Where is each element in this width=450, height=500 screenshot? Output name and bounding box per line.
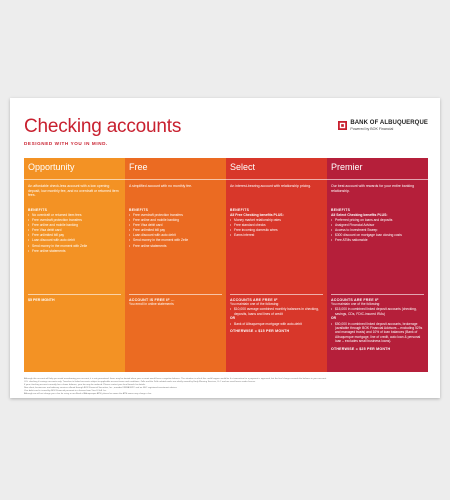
footnote: U.S. checking & savings accounts only. Transfers to linked accounts subject to applicable account terms and conditions. Zelle and the Zelle related marks are wholly owned by Early Warning Services, LLC and are used herein under license. <box>24 381 256 383</box>
price-label: $5 PER MONTH <box>28 294 121 302</box>
free-condition: • $50,000 in combined linked deposit accounts, brokerage (available through BOK Financial Advisors – excluding 529s and managed trusts) and 10% of loan balances (Bank of Albuquerque mortgage, line of credit, auto loan & personal loan – excludes small business loans). <box>331 322 424 344</box>
benefit-item: • Free Visa debit card <box>129 223 222 228</box>
column-title: Select <box>226 158 327 180</box>
footnote: Visa debit card is issued by BOK Financial pursuant to a license from Visa U.S.A. Inc. <box>24 390 107 392</box>
product-poster <box>10 98 440 398</box>
benefit-item: • No overdraft or returned item fees <box>28 213 121 218</box>
footnote: New client, businesses and advisory services offered through BOK Financial Securities, Inc., member FINRA/SIPC and an SEC registered investment advisor. <box>24 387 178 389</box>
free-condition: • Bank of Albuquerque mortgage with auto-debit <box>230 322 323 326</box>
benefit-item: • $300 discount on mortgage loan closing costs <box>331 233 424 238</box>
benefit-item: • Free Visa debit card <box>28 228 121 233</box>
column-title: Free <box>125 158 226 180</box>
benefit-item: • Earns interest <box>230 233 323 238</box>
column-description: A simplified account with no monthly fee. <box>129 184 193 188</box>
free-list <box>331 307 424 316</box>
benefits-plus: All Free Checking benefits PLUS: <box>230 213 284 217</box>
benefits-list <box>230 218 323 238</box>
benefits-plus: All Select Checking benefits PLUS: <box>331 213 388 217</box>
benefits-title: BENEFITS <box>129 208 149 212</box>
benefit-item: • Free online and mobile banking <box>28 223 121 228</box>
free-conditions <box>230 294 323 333</box>
benefit-item: • Free online and mobile banking <box>129 218 222 223</box>
free-list <box>230 307 323 316</box>
free-title: ACCOUNTS ARE FREE IF <box>331 298 379 302</box>
footnote: Although this account will help you avoid overdrawing your account, it is not guaranteed. Items may be denied when your account would have a negative balance. The situation in which this could happen would be if a transaction for a payment is approved, but the final charge exceeds the balance in your account. <box>24 378 327 380</box>
bank-logo-icon <box>338 121 347 130</box>
column-premier <box>327 158 428 372</box>
brand-sub: Powered by BOK Financial <box>350 127 394 131</box>
free-title: ACCOUNTS ARE FREE IF <box>230 298 278 302</box>
otherwise-price: OTHERWISE = $25 PER MONTH <box>331 346 391 351</box>
benefits-title: BENEFITS <box>28 208 48 212</box>
otherwise-price: OTHERWISE = $15 PER MONTH <box>230 329 290 334</box>
benefit-item: • Send money in the moment with Zelle <box>28 244 121 249</box>
brand-name: BANK OF ALBUQUERQUE <box>350 120 428 126</box>
benefit-item: • Send money in the moment with Zelle <box>129 238 222 243</box>
page-title: Checking accounts <box>24 116 182 137</box>
benefit-item: • Assigned Financial Advisor <box>331 223 424 228</box>
or-label: OR <box>230 316 235 321</box>
brand-logo <box>338 120 428 131</box>
column-title: Premier <box>327 158 428 180</box>
benefit-item: • Preferred pricing on loans and deposits <box>331 218 424 223</box>
free-condition: • $15,000 in combined linked deposit accounts (checking, savings, CDs, FDIC-insured IRAs) <box>331 307 424 316</box>
footnote: If your checking account currently has a lower balance, your fee may be reduced. Please contact your local branch for details. <box>24 384 146 386</box>
column-select <box>226 158 327 372</box>
free-intro: You maintain one of the following: <box>331 302 381 306</box>
free-condition: • $10,000 average combined monthly balances in checking, deposits, loans and lines of credit <box>230 307 323 316</box>
free-list <box>331 322 424 344</box>
benefits-list <box>28 213 121 254</box>
benefit-item: • Free unlimited bill pay <box>28 233 121 238</box>
free-intro: You maintain one of the following: <box>230 302 280 306</box>
free-conditions <box>331 294 424 351</box>
free-title: ACCOUNT IS FREE IF ... <box>129 298 175 302</box>
column-opportunity <box>24 158 125 372</box>
benefits-list <box>129 213 222 249</box>
benefits-title: BENEFITS <box>331 208 351 212</box>
benefit-item: • Free standard checks <box>230 223 323 228</box>
benefit-item: • Loan discount with auto debit <box>129 233 222 238</box>
column-description: An interest-bearing account with relationship pricing. <box>230 184 312 188</box>
or-label: OR <box>331 316 336 321</box>
benefit-item: • Free unlimited bill pay <box>129 228 222 233</box>
free-list <box>230 322 323 326</box>
header <box>24 116 181 146</box>
account-columns <box>24 158 428 372</box>
benefit-item: • Free ATMs nationwide <box>331 238 424 243</box>
free-conditions <box>129 294 222 306</box>
column-free <box>125 158 226 372</box>
column-description: Our best account with rewards for your entire banking relationship. <box>331 184 415 193</box>
column-description: An affordable check-less account with a low opening deposit, low monthly fee, and no overdraft or returned item fees. <box>28 184 119 198</box>
footnote: Although we will not charge you a fee for using a non-Bank of Albuquerque ATM, please be aware the ATM owner may charge a fee. <box>24 393 152 395</box>
benefits-title: BENEFITS <box>230 208 250 212</box>
benefit-item: • Free overdraft protection transfers <box>28 218 121 223</box>
free-condition: You enroll in online statements <box>129 302 174 306</box>
benefit-item: • Money market relationship rates <box>230 218 323 223</box>
benefit-item: • Access to Investment Sweep <box>331 228 424 233</box>
benefit-item: • Free online statements <box>129 244 222 249</box>
page-subtitle: DESIGNED WITH YOU IN MIND. <box>24 141 108 146</box>
benefits-list <box>331 218 424 243</box>
column-title: Opportunity <box>24 158 125 180</box>
benefit-item: • Free incoming domestic wires <box>230 228 323 233</box>
footnotes <box>24 378 428 396</box>
benefit-item: • Free overdraft protection transfers <box>129 213 222 218</box>
benefit-item: • Free online statements <box>28 249 121 254</box>
benefit-item: • Loan discount with auto debit <box>28 238 121 243</box>
